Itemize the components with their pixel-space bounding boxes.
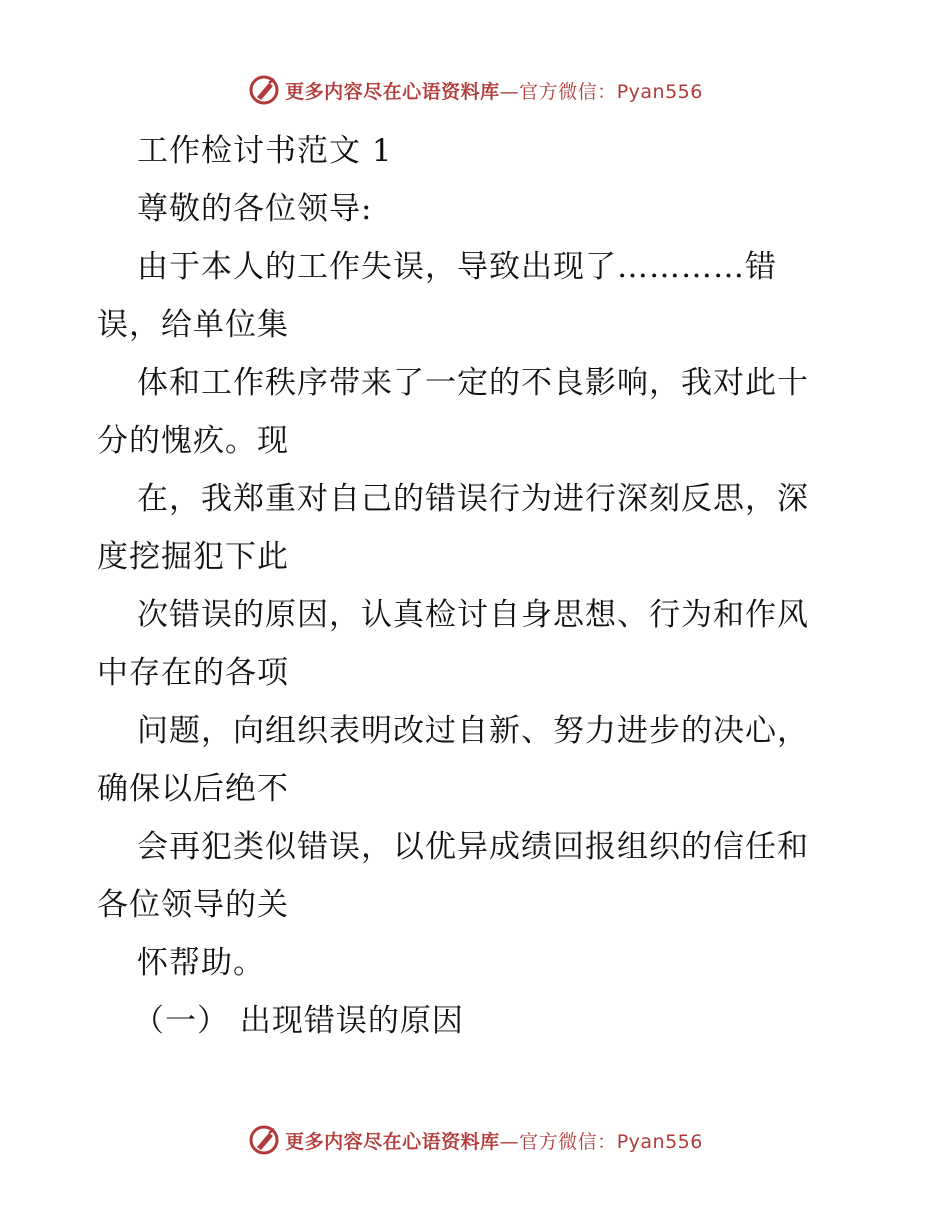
paragraph-line: 在，我郑重对自己的错误行为进行深刻反思，深 <box>137 481 809 517</box>
paragraph-line: 分的愧疚。现 <box>97 423 289 459</box>
banner-text: 更多内容尽在心语资料库—官方微信：Pyan556 <box>285 80 703 103</box>
paragraph-line: 各位领导的关 <box>97 887 289 923</box>
pen-logo-icon <box>247 1123 281 1157</box>
paragraph-line: 度挖掘犯下此 <box>97 539 289 575</box>
salutation: 尊敬的各位领导: <box>137 191 373 227</box>
paragraph-line: 次错误的原因，认真检讨自身思想、行为和作风 <box>137 597 809 633</box>
section-heading: （一） 出现错误的原因 <box>133 1003 464 1039</box>
paragraph-line: 会再犯类似错误，以优异成绩回报组织的信任和 <box>137 829 809 865</box>
document-body <box>97 122 857 1050</box>
paragraph-line: 由于本人的工作失误，导致出现了…………错 <box>137 249 777 285</box>
paragraph-line: 体和工作秩序带来了一定的不良影响，我对此十 <box>137 365 809 401</box>
paragraph-line: 误，给单位集 <box>97 307 289 343</box>
footer-banner <box>0 1118 950 1162</box>
paragraph-line: 怀帮助。 <box>137 945 265 981</box>
header-banner <box>0 68 950 112</box>
pen-logo-icon <box>247 73 281 107</box>
paragraph-line: 中存在的各项 <box>97 655 289 691</box>
paragraph-line: 问题，向组织表明改过自新、努力进步的决心， <box>137 713 809 749</box>
document-title: 工作检讨书范文 1 <box>137 133 393 169</box>
paragraph-line: 确保以后绝不 <box>97 771 289 807</box>
banner-text: 更多内容尽在心语资料库—官方微信：Pyan556 <box>285 1130 703 1153</box>
